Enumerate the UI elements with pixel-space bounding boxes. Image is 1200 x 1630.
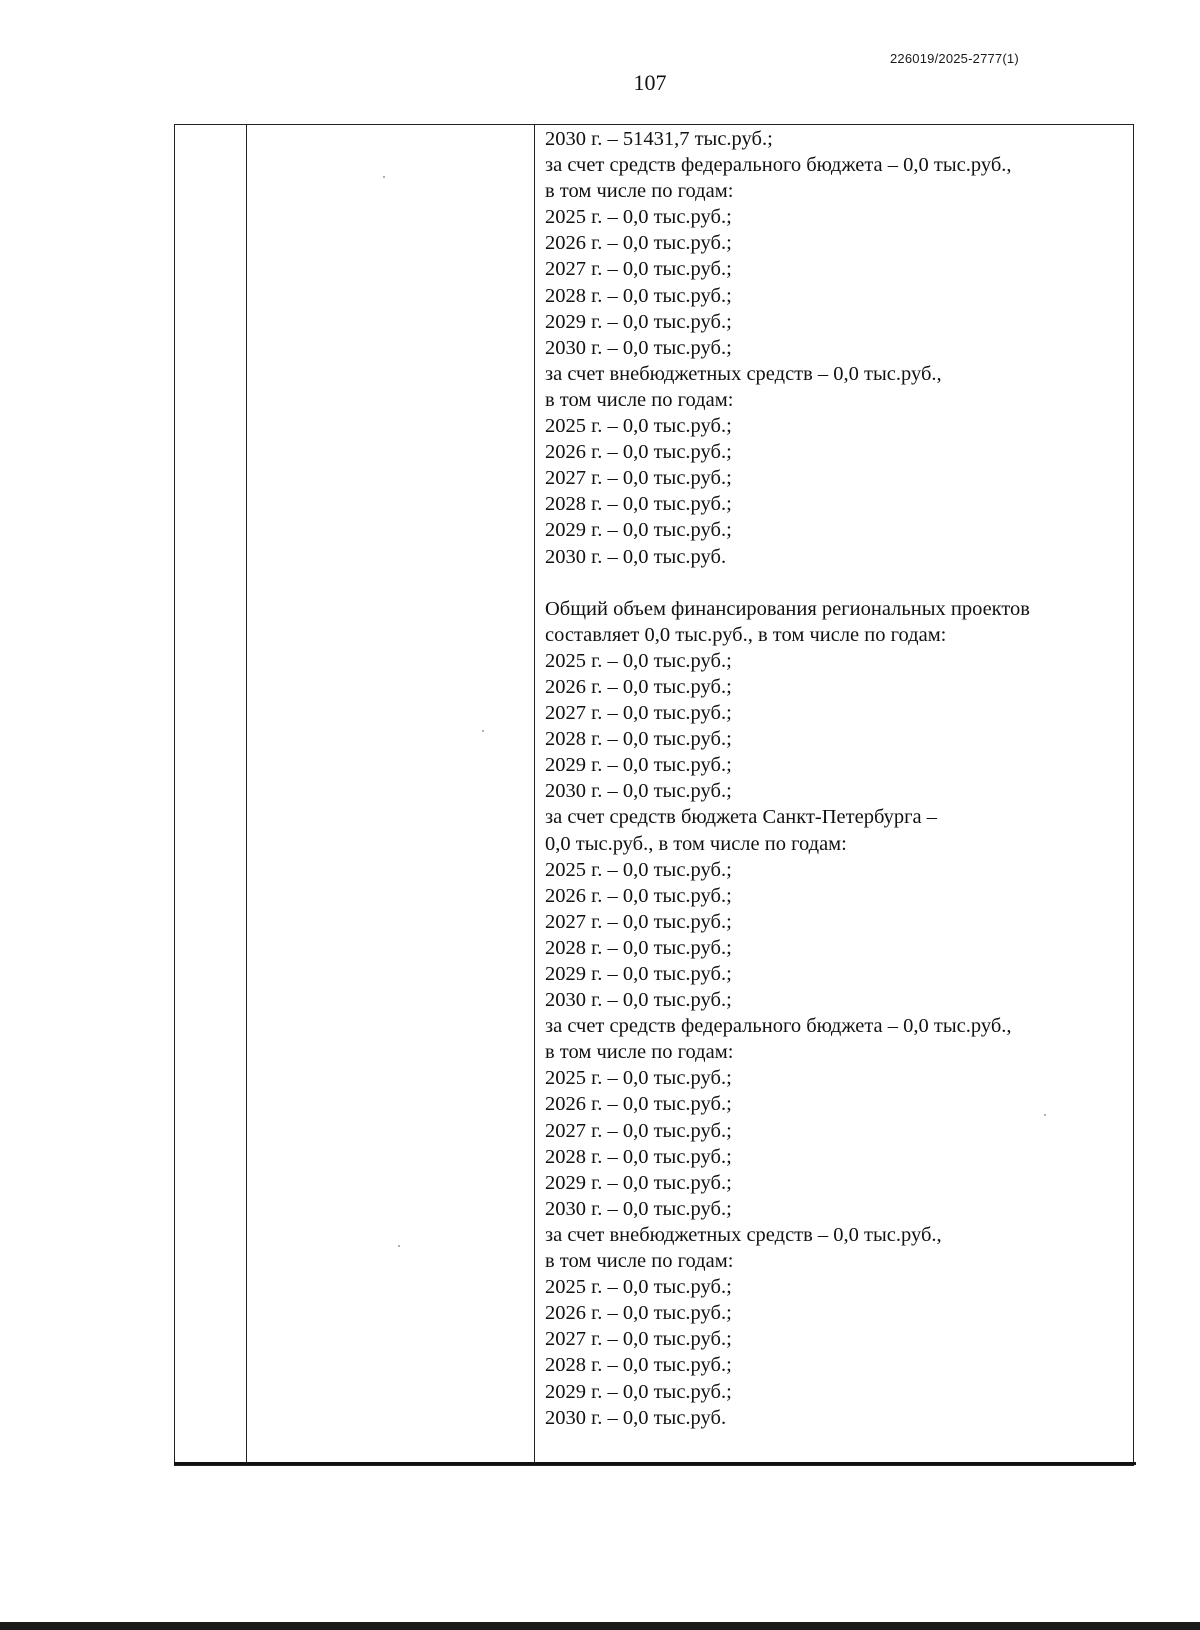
cell-text-line: 2027 г. – 0,0 тыс.руб.; [545,1328,732,1351]
cell-text-line: 2025 г. – 0,0 тыс.руб.; [545,1067,732,1090]
cell-text-line: 2030 г. – 0,0 тыс.руб.; [545,1197,732,1220]
cell-text-line: 2025 г. – 0,0 тыс.руб.; [545,649,732,672]
cell-text-line: Общий объем финансирования региональных проектов [545,597,1030,620]
cell-text-line: 2030 г. – 51431,7 тыс.руб.; [545,128,773,150]
scan-speck [1044,1114,1046,1116]
cell-text-line: 2029 г. – 0,0 тыс.руб.; [545,1171,732,1194]
cell-text-line: за счет средств федерального бюджета – 0,0 тыс.руб., [545,1015,1012,1038]
cell-text-line: 2028 г. – 0,0 тыс.руб.; [545,728,732,751]
column-divider-2 [534,125,535,1465]
scan-speck [383,176,385,178]
column-divider-1 [246,125,247,1465]
cell-text-line: за счет средств федерального бюджета – 0,0 тыс.руб., [545,154,1012,177]
paragraph-gap [545,570,1135,596]
cell-text-line: 2025 г. – 0,0 тыс.руб.; [545,1276,732,1299]
cell-text-line: 2030 г. – 0,0 тыс.руб. [545,1406,727,1429]
scan-speck [482,730,484,732]
cell-text-line: 2028 г. – 0,0 тыс.руб.; [545,1354,732,1377]
cell-text-line: 2025 г. – 0,0 тыс.руб.; [545,858,732,881]
cell-text-line: в том числе по годам: [545,180,734,203]
cell-text-line: в том числе по годам: [545,1041,734,1064]
cell-text-line: за счет средств бюджета Санкт-Петербурга – [545,806,937,829]
cell-text-line: 2026 г. – 0,0 тыс.руб.; [545,441,732,464]
cell-text-line: 2028 г. – 0,0 тыс.руб.; [545,1145,732,1168]
financing-block-regional-projects [545,596,1135,1431]
cell-text-line: 2028 г. – 0,0 тыс.руб.; [545,493,732,516]
financing-block-top [545,126,1135,570]
cell-text-line: 2029 г. – 0,0 тыс.руб.; [545,963,732,985]
cell-text-line: 2026 г. – 0,0 тыс.руб.; [545,232,732,255]
financing-cell [545,126,1135,1431]
cell-text-line: 2026 г. – 0,0 тыс.руб.; [545,884,732,907]
document-id: 226019/2025-2777(1) [890,51,1019,66]
cell-text-line: за счет внебюджетных средств – 0,0 тыс.руб., [545,1223,942,1246]
cell-text-line: 2028 г. – 0,0 тыс.руб.; [545,284,732,307]
cell-text-line: 2029 г. – 0,0 тыс.руб.; [545,1380,732,1403]
cell-text-line: 2030 г. – 0,0 тыс.руб. [545,545,727,568]
cell-text-line: в том числе по годам: [545,1250,734,1273]
cell-text-line: в том числе по годам: [545,388,734,411]
table-bottom-border [174,1462,1136,1465]
cell-text-line: 2027 г. – 0,0 тыс.руб.; [545,467,732,490]
cell-text-line: 2027 г. – 0,0 тыс.руб.; [545,910,732,933]
cell-text-line: 2026 г. – 0,0 тыс.руб.; [545,1093,732,1116]
page-number: 107 [633,70,667,95]
cell-text-line: 2027 г. – 0,0 тыс.руб.; [545,702,732,725]
cell-text-line: составляет 0,0 тыс.руб., в том числе по годам: [545,623,947,646]
cell-text-line: 2030 г. – 0,0 тыс.руб.; [545,989,732,1012]
cell-text-line: 2030 г. – 0,0 тыс.руб.; [545,780,732,803]
cell-text-line: 2030 г. – 0,0 тыс.руб.; [545,336,732,359]
cell-text-line: 2029 г. – 0,0 тыс.руб.; [545,310,732,333]
cell-text-line: 2026 г. – 0,0 тыс.руб.; [545,1302,732,1325]
scan-speck [398,1245,400,1247]
scan-bottom-edge [0,1622,1200,1630]
cell-text-line: 2027 г. – 0,0 тыс.руб.; [545,1119,732,1142]
cell-text-line: 2028 г. – 0,0 тыс.руб.; [545,936,732,959]
cell-text-line: 2029 г. – 0,0 тыс.руб.; [545,519,732,542]
cell-text-line: 2027 г. – 0,0 тыс.руб.; [545,258,732,281]
cell-text-line: 2026 г. – 0,0 тыс.руб.; [545,675,732,698]
cell-text-line: за счет внебюджетных средств – 0,0 тыс.руб., [545,362,942,385]
cell-text-line: 2029 г. – 0,0 тыс.руб.; [545,754,732,777]
cell-text-line: 0,0 тыс.руб., в том числе по годам: [545,832,847,855]
cell-text-line: 2025 г. – 0,0 тыс.руб.; [545,206,732,229]
cell-text-line: 2025 г. – 0,0 тыс.руб.; [545,415,732,438]
